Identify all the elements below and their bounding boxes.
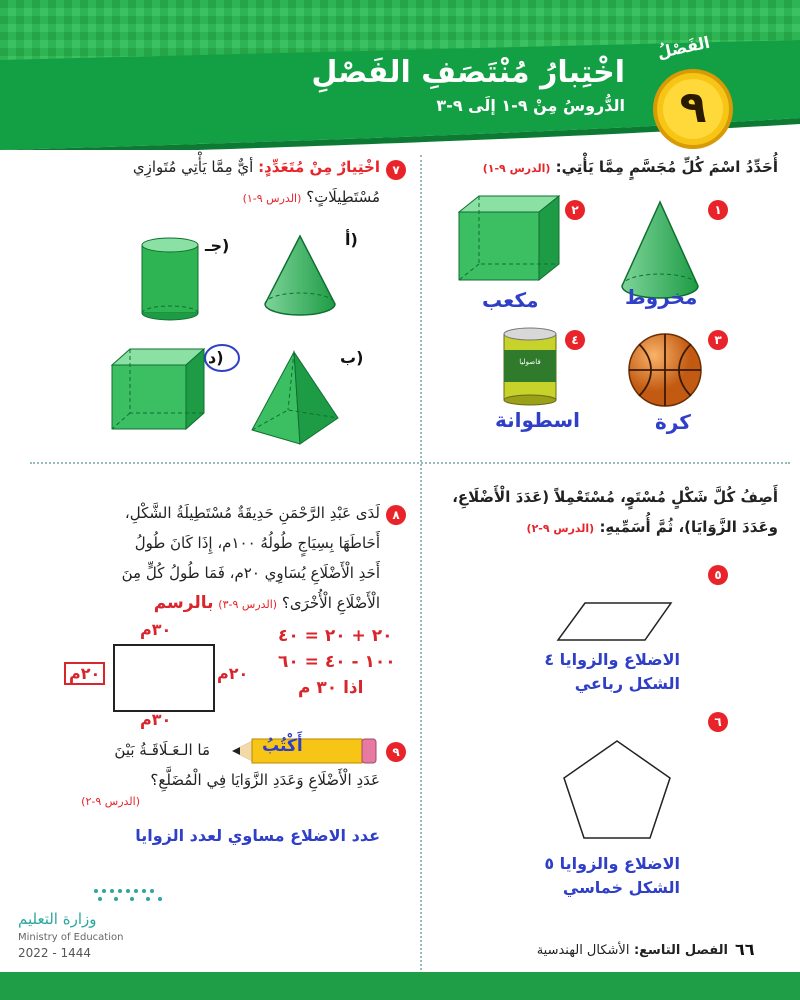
q8-calc-3: اذا ٣٠ م	[298, 678, 364, 698]
q7-option-a[interactable]: أ)	[345, 230, 358, 249]
q2-answer: مكعب	[482, 288, 539, 312]
ministry-name-en: Ministry of Education	[18, 932, 124, 943]
q2-number: ٢	[565, 200, 585, 220]
q5-answer: الاضلاع والزوايا ٤ الشكل رباعي	[544, 650, 680, 693]
can-icon	[500, 326, 560, 406]
q8-rect-top: ٣٠م	[140, 620, 172, 639]
cube-icon	[455, 192, 565, 282]
edition-year: 2022 - 1444	[18, 946, 92, 960]
column-divider	[420, 155, 422, 970]
part1-instruction: أُحَدِّدُ اسْمَ كُلِّ مُجَسَّمٍ مِمَّا يَأْتِي: (الدرس ٩-١)	[482, 158, 778, 176]
q8-text: لَدَى عَبْدِ الرَّحْمَنِ حَدِيقَةٌ مُسْتَطِيلَةُ الشَّكْلِ، أَحَاطَهَا بِسِيَاجٍ طُولُهُ ١٠٠م، إِذَا كَانَ طُولُ أَحَدِ الْأَضْلَاعِ يُسَاوِي ٢٠م، فَمَا طُولُ كُلٍّ مِنَ الْأَضْلَاعِ الْأُخْرَى؟ (الدرس ٩-٣) بالرسم	[121, 504, 380, 613]
basketball-icon	[625, 330, 705, 410]
pyramid-icon	[248, 348, 342, 448]
can-label: فاصوليا	[519, 358, 541, 366]
q6-answer: الاضلاع والزوايا ٥ الشكل خماسي	[544, 854, 680, 897]
page-subtitle: الدُّروسُ مِنْ ٩-١ إلَى ٩-٣	[436, 96, 625, 115]
q6-number: ٦	[708, 712, 728, 732]
q9-write-badge: أَكْتُبُ	[262, 736, 303, 756]
ministry-name-ar: وزارة التعليم	[18, 910, 97, 928]
q4-answer: اسطوانة	[495, 408, 581, 432]
ministry-logo-dots-icon	[90, 885, 170, 909]
q7-option-c[interactable]: جـ)	[205, 236, 230, 255]
q9-answer: عدد الاضلاع مساوي لعدد الزوايا	[135, 826, 380, 845]
q8-calc-1: ٢٠ + ٢٠ = ٤٠	[278, 626, 393, 646]
chapter-number: ٩	[679, 82, 707, 133]
section-divider	[30, 462, 790, 464]
chapter-word: الفَصْلُ	[655, 32, 712, 63]
q4-number: ٤	[565, 330, 585, 350]
q7-text: اخْتِيارٌ مِنْ مُتَعَدِّدٍ: أيٌّ مِمَّا يَأْتِي مُتَوازِي مُسْتَطِيلَاتٍ؟ (الدرس ٩-١)	[132, 158, 380, 206]
q1-answer: مخروط	[625, 285, 698, 309]
footer-bar	[0, 972, 800, 1000]
parallelogram-icon	[555, 600, 675, 645]
q8-calc-2: ١٠٠ - ٤٠ = ٦٠	[278, 652, 396, 672]
q8-rect-right: ٢٠م	[217, 664, 249, 683]
q7-option-b[interactable]: ب)	[340, 348, 364, 367]
q9-text: مَا الـعَـلَاقَـةُ بَيْنَ عَدَدِ الْأَضْلَاعِ وَعَدَدِ الزَّوَايَا فِي الْمُضَلَّعِ؟ (الدرس ٩-٢)	[81, 741, 380, 808]
q7-option-d[interactable]: د)	[208, 348, 224, 367]
q9-number: ٩	[386, 742, 406, 762]
q3-number: ٣	[708, 330, 728, 350]
q5-number: ٥	[708, 565, 728, 585]
cone-icon	[255, 232, 345, 322]
q8-rectangle-drawing	[113, 644, 215, 712]
page-number: ٦٦	[735, 940, 755, 959]
q8-rect-left: ٢٠م	[64, 662, 105, 685]
part2-instruction: أَصِفُ كُلَّ شَكْلٍ مُسْتَوٍ، مُسْتَعْمِلاً (عَدَدَ الْأَضْلَاعِ، وعَدَدَ الزَّوَايَا)، ثُمَّ أُسَمِّيهِ: (الدرس ٩-٢)	[452, 488, 778, 536]
q8-rect-bottom: ٣٠م	[140, 710, 172, 729]
page-title: اخْتِبارُ مُنْتَصَفِ الفَصْلِ	[311, 55, 625, 90]
cylinder-icon	[138, 235, 202, 325]
footer-chapter: الفصل التاسع: الأشكال الهندسية	[536, 943, 728, 958]
q3-answer: كرة	[655, 410, 691, 434]
q7-number: ٧	[386, 160, 406, 180]
pentagon-icon	[560, 738, 674, 842]
q1-number: ١	[708, 200, 728, 220]
q8-number: ٨	[386, 505, 406, 525]
cube-icon	[108, 345, 208, 435]
